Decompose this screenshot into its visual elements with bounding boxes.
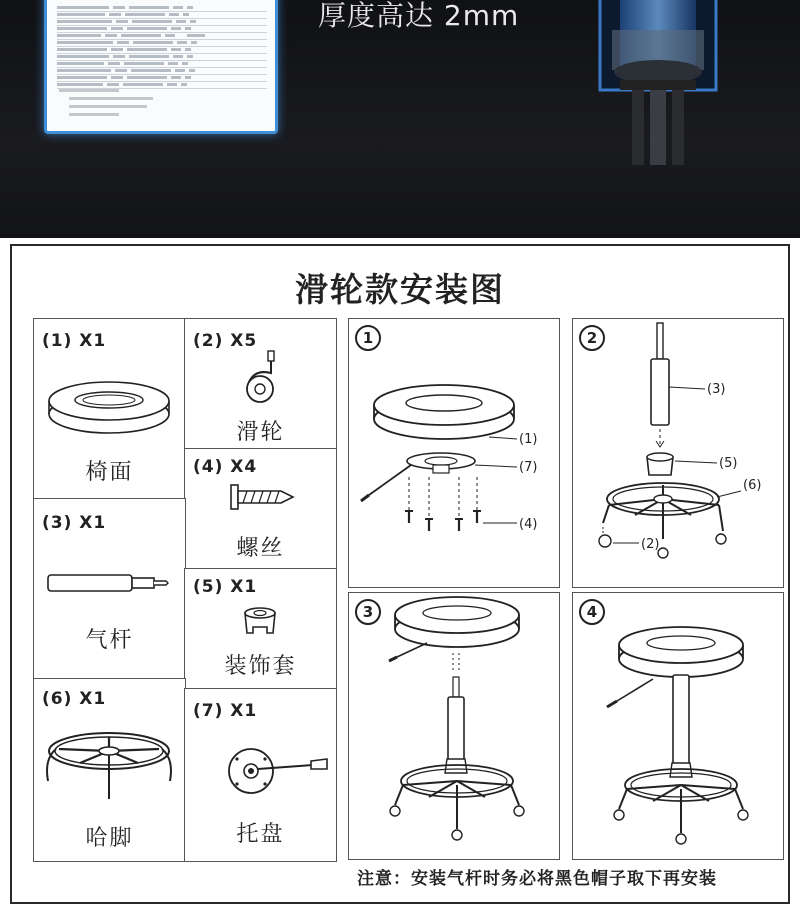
part-cover-label: (5) X1: [193, 577, 258, 597]
spec-table-card: [44, 0, 278, 134]
step-1-callout-screw: (4): [519, 517, 538, 532]
part-base-cell: [33, 678, 186, 862]
step-2-callout-caster: (2): [641, 537, 660, 552]
part-cover-cell: [184, 568, 337, 690]
installation-sheet: [10, 244, 790, 904]
step-4-panel: [572, 592, 784, 860]
decorative-cover-icon: [185, 569, 336, 649]
part-gas-lift-name: 气杆: [85, 628, 134, 653]
base-foot-icon: [34, 679, 185, 819]
step-1-callout-tray: (7): [519, 460, 538, 475]
part-caster-cell: [184, 318, 337, 450]
gas-cylinder-image: [598, 0, 718, 165]
part-gas-lift-cell: [33, 498, 186, 680]
step-4-diagram: [573, 593, 783, 859]
section-divider: [0, 238, 800, 242]
step-3-diagram: [349, 593, 559, 859]
part-screw-name: 螺丝: [236, 536, 285, 561]
part-seat-label: (1) X1: [42, 331, 107, 351]
sheet-title: 滑轮款安装图: [295, 270, 505, 309]
installation-note: 注意：安装气杆时务必将黑色帽子取下再安装: [357, 869, 717, 889]
tray-mechanism-icon: [185, 689, 336, 809]
step-2-callout-gas-lift: (3): [707, 382, 726, 397]
step-4-number: 4: [579, 599, 605, 625]
part-seat-name: 椅面: [85, 460, 134, 485]
caster-icon: [185, 319, 336, 419]
step-1-number: 1: [355, 325, 381, 351]
spec-table-notes: [59, 89, 179, 121]
part-caster-name: 滑轮: [236, 420, 285, 445]
spec-table-rows: [57, 5, 267, 89]
part-screw-label: (4) X4: [193, 457, 258, 477]
product-banner: [0, 0, 800, 238]
part-seat-cell: [33, 318, 186, 500]
step-1-callout-seat: (1): [519, 432, 538, 447]
gas-lift-icon: [34, 499, 185, 619]
part-cover-name: 装饰套: [224, 654, 297, 679]
part-base-name: 哈脚: [85, 826, 134, 851]
step-1-panel: [348, 318, 560, 588]
part-caster-label: (2) X5: [193, 331, 258, 351]
part-tray-cell: [184, 688, 337, 862]
screw-icon: [185, 449, 336, 529]
part-gas-lift-label: (3) X1: [42, 513, 107, 533]
part-screw-cell: [184, 448, 337, 570]
step-2-number: 2: [579, 325, 605, 351]
step-2-callout-base: (6): [743, 478, 762, 493]
step-2-callout-cover: (5): [719, 456, 738, 471]
step-2-diagram: [573, 319, 783, 587]
banner-headline: 厚度高达 2mm: [318, 0, 520, 32]
part-tray-label: (7) X1: [193, 701, 258, 721]
step-1-diagram: [349, 319, 559, 587]
part-base-label: (6) X1: [42, 689, 107, 709]
step-2-panel: [572, 318, 784, 588]
step-3-panel: [348, 592, 560, 860]
step-3-number: 3: [355, 599, 381, 625]
seat-icon: [34, 319, 185, 439]
part-tray-name: 托盘: [236, 822, 285, 847]
